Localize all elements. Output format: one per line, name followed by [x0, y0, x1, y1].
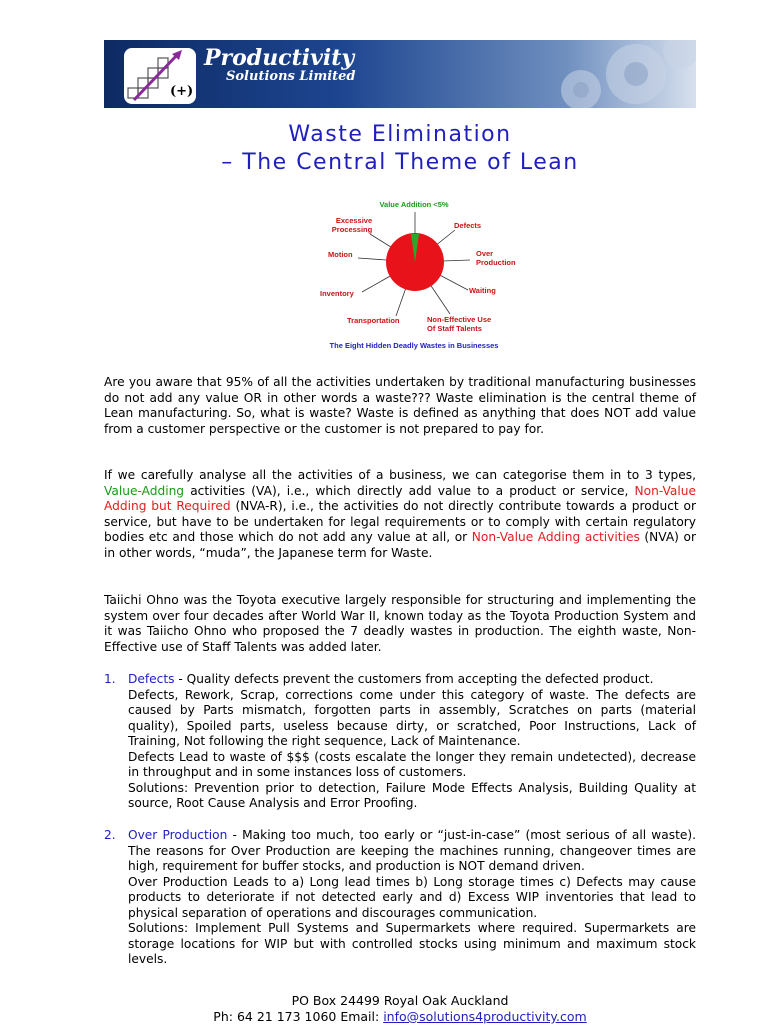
nva-required-term: Non-Value Adding but Required	[104, 483, 696, 513]
list-number: 2.	[104, 828, 116, 842]
footer-phone: Ph: 64 21 173 1060 Email:	[213, 1009, 384, 1024]
list-item-title: Over Production	[128, 828, 228, 842]
label-staff-2: Of Staff Talents	[427, 324, 482, 333]
company-name	[204, 46, 356, 84]
gears-decoration	[486, 40, 696, 108]
label-transportation: Transportation	[347, 316, 400, 325]
diagram-caption: The Eight Hidden Deadly Wastes in Businesses	[329, 341, 499, 350]
label-defects: Defects	[454, 221, 482, 230]
list-item-intro-text: - Making too much, too early or “just-in-case” (most serious of all waste). The reasons for Over Production are keeping the machines running, changeover times are high, requirement for buffer stocks, and production is NOT demand driven.	[128, 828, 696, 873]
list-item-solutions: Solutions: Implement Pull Systems and Supermarkets where required. Supermarkets are storage locations for WIP but with controlled stocks using minimum and maximum stock levels.	[128, 921, 696, 966]
page-title-line-1: Waste Elimination	[288, 122, 512, 147]
categories-text-c: (NVA-R), i.e., the activities do not directly contribute towards a product or service, but have to be undertaken for legal requirements or to comply with certain regulatory bodies etc and those which do not add any value at all, or	[104, 499, 697, 544]
list-item-solutions: Solutions: Prevention prior to detection, Failure Mode Effects Analysis, Building Quality at source, Root Cause Analysis and Error Proofing.	[128, 780, 696, 810]
categories-paragraph	[104, 468, 696, 561]
list-item-detail: Over Production Leads to a) Long lead times b) Long storage times c) Defects may cause products to deteriorate if not detected early and d) Excess WIP inventories that lead to physical separation of operations and discourages communication.	[128, 874, 696, 920]
label-inventory: Inventory	[320, 289, 354, 298]
header-banner	[104, 40, 696, 108]
list-item-detail: Defects, Rework, Scrap, corrections come under this category of waste. The defects are caused by Parts mismatch, forgotten parts in assembly, Scratches on parts (material quality), Spoiled parts, useless because dirty, or scratched, Poor Instructions, Lack of Training, Not following the right sequence, Lack of Maintenance.	[128, 687, 696, 748]
list-item-title: Defects	[128, 672, 175, 686]
label-waiting: Waiting	[469, 286, 496, 295]
label-excessive-2: Processing	[331, 225, 373, 234]
categories-text-a: If we carefully analyse all the activities of a business, we can categorise them in to 3 types,	[104, 468, 696, 482]
company-logo	[124, 48, 196, 104]
label-staff-1: Non-Effective Use	[427, 315, 492, 324]
wastes-diagram	[310, 196, 530, 356]
nva-term: Non-Value Adding activities	[471, 530, 640, 544]
company-name-main: Productivity	[204, 45, 355, 71]
categories-text-b: activities (VA), i.e., which directly add value to a product or service,	[184, 483, 635, 498]
footer-contact	[104, 1009, 696, 1025]
value-adding-term: Value-Adding	[104, 483, 185, 498]
list-item-intro	[128, 672, 696, 688]
footer-address: PO Box 24499 Royal Oak Auckland	[291, 993, 509, 1008]
list-item-intro-text: - Quality defects prevent the customers from accepting the defected product.	[174, 672, 654, 686]
label-excessive-1: Excessive	[335, 216, 373, 225]
categories-text-d: (NVA) or in other words, “muda”, the Japanese term for Waste.	[104, 530, 696, 560]
page-title-line-2: – The Central Theme of Lean	[221, 150, 579, 175]
intro-paragraph: Are you aware that 95% of all the activities undertaken by traditional manufacturing businesses do not add any value OR in other words a waste??? Waste elimination is the central theme of Lean manufacturing. So, what is waste? Waste is defined as anything that does NOT add value from a customer perspective or the customer is not prepared to pay for.	[104, 375, 696, 436]
company-name-sub: Solutions Limited	[226, 69, 356, 84]
label-over-2: Production	[476, 258, 516, 267]
label-motion: Motion	[328, 250, 353, 259]
list-item-intro	[128, 828, 696, 875]
logo-plus-mark: (+)	[170, 84, 194, 99]
list-item-detail: Defects Lead to waste of $$$ (costs escalate the longer they remain undetected), decrease in throughput and in some instances loss of customers.	[128, 749, 696, 779]
label-value-addition: Value Addition <5%	[379, 200, 449, 209]
label-over-1: Over	[476, 249, 494, 258]
ohno-paragraph: Taiichi Ohno was the Toyota executive largely responsible for structuring and implementing the system over four decades after World War II, known today as the Toyota Production System and it was Taiicho Ohno who proposed the 7 deadly wastes in production. The eighth waste, Non-Effective use of Staff Talents was added later.	[104, 593, 696, 654]
list-number: 1.	[104, 672, 116, 686]
email-link[interactable]: info@solutions4productivity.com	[383, 1009, 587, 1024]
